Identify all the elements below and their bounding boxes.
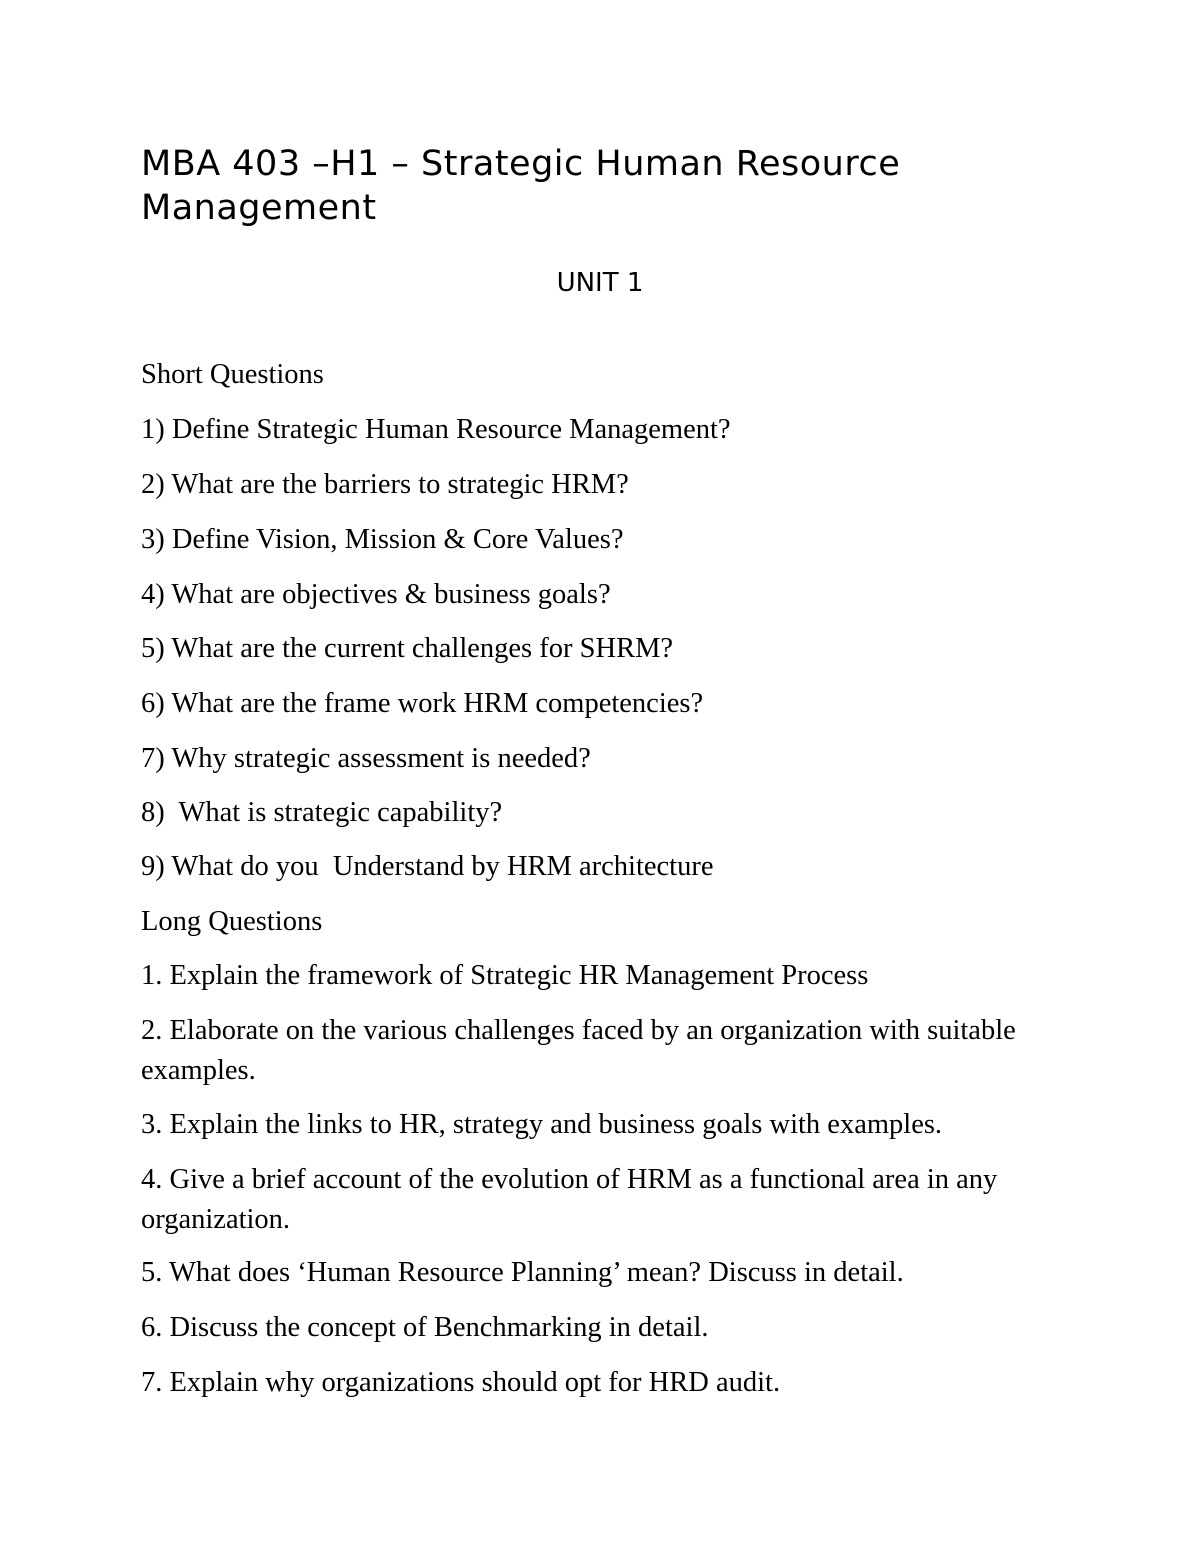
short-question-4: 4) What are objectives & business goals? xyxy=(141,579,611,610)
short-question-6: 6) What are the frame work HRM competencies? xyxy=(141,688,704,719)
long-question-3: 3. Explain the links to HR, strategy and business goals with examples. xyxy=(141,1109,943,1140)
short-question-2: 2) What are the barriers to strategic HRM? xyxy=(141,469,629,500)
short-question-7: 7) Why strategic assessment is needed? xyxy=(141,743,591,774)
long-question-7: 7. Explain why organizations should opt for HRD audit. xyxy=(141,1367,781,1398)
short-question-9: 9) What do you Understand by HRM architecture xyxy=(141,851,714,882)
unit-heading: UNIT 1 xyxy=(556,268,644,298)
short-questions-heading: Short Questions xyxy=(141,359,324,390)
long-question-4: 4. Give a brief account of the evolution of HRM as a functional area in any organization. xyxy=(141,1164,1005,1235)
short-question-5: 5) What are the current challenges for SHRM? xyxy=(141,633,674,664)
long-questions-heading: Long Questions xyxy=(141,906,323,937)
short-question-1: 1) Define Strategic Human Resource Management? xyxy=(141,414,731,445)
long-question-2: 2. Elaborate on the various challenges faced by an organization with suitable examples. xyxy=(141,1015,1023,1086)
short-question-3: 3) Define Vision, Mission & Core Values? xyxy=(141,524,624,555)
long-question-1: 1. Explain the framework of Strategic HR Management Process xyxy=(141,960,869,991)
document-title: MBA 403 –H1 – Strategic Human Resource Management xyxy=(141,144,901,228)
short-question-8: 8) What is strategic capability? xyxy=(141,797,503,828)
long-question-5: 5. What does ‘Human Resource Planning’ mean? Discuss in detail. xyxy=(141,1257,904,1288)
long-question-6: 6. Discuss the concept of Benchmarking in detail. xyxy=(141,1312,709,1343)
